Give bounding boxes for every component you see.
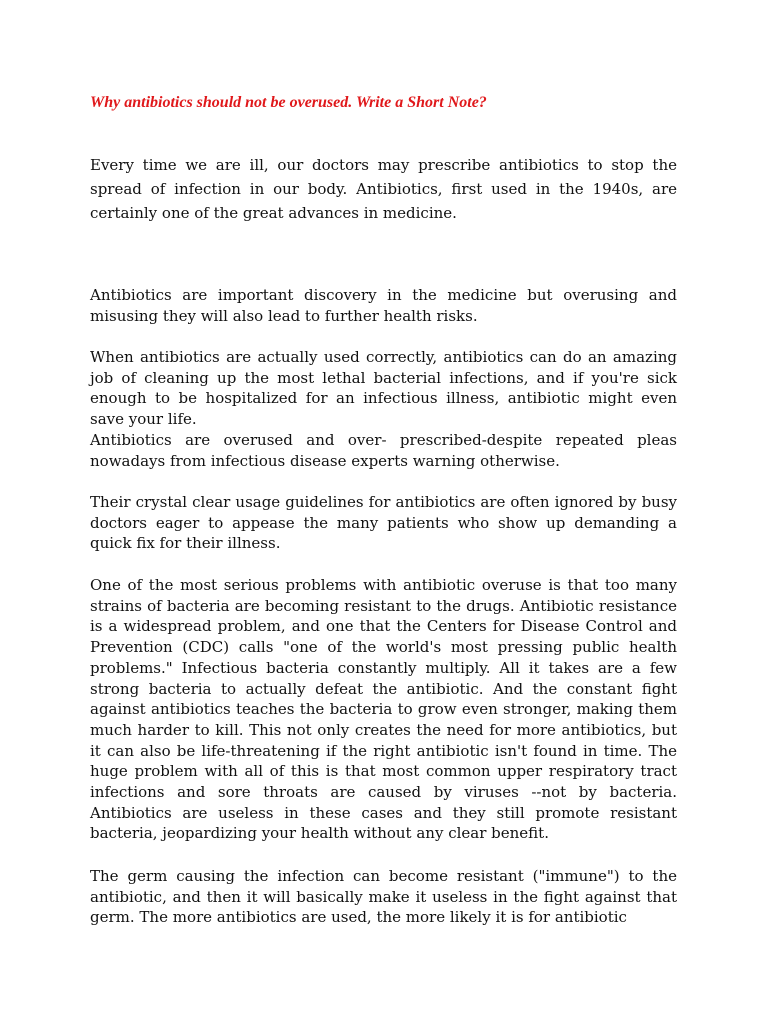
paragraph-1: Antibiotics are important discovery in the medicine but overusing and misusing they will also lead to further health risks. [90,286,677,325]
document-title: Why antibiotics should not be overused. Write a Short Note? [90,94,487,111]
paragraph-2: When antibiotics are actually used correctly, antibiotics can do an amazing job of cleaning up the most lethal bacterial infections, and if you're sick enough to be hospitalized for an infectious illness, antibiotic might even save your life. [90,348,677,429]
paragraph-6: The germ causing the infection can become resistant ("immune") to the antibiotic, and then it will basically make it useless in the fight against that germ. The more antibiotics are used, the more likely it is for antibiotic [90,867,677,927]
paragraph-4: Their crystal clear usage guidelines for antibiotics are often ignored by busy doctors eager to appease the many patients who show up demanding a quick fix for their illness. [90,493,677,553]
intro-paragraph: Every time we are ill, our doctors may prescribe antibiotics to stop the spread of infection in our body. Antibiotics, first used in the 1940s, are certainly one of the great advances in medicine. [90,156,677,222]
paragraph-5: One of the most serious problems with antibiotic overuse is that too many strains of bacteria are becoming resistant to the drugs. Antibiotic resistance is a widespread problem, and one that the Centers for Disease Control and Prevention (CDC) calls "one of the world's most pressing public health problems." Infectious bacteria constantly multiply. All it takes are a few strong bacteria to actually defeat the antibiotic. And the constant fight against antibiotics teaches the bacteria to grow even stronger, making them much harder to kill. This not only creates the need for more antibiotics, but it can also be life-threatening if the right antibiotic isn't found in time. The huge problem with all of this is that most common upper respiratory tract infections and sore throats are caused by viruses --not by bacteria. Antibiotics are useless in these cases and they still promote resistant bacteria, jeopardizing your health without any clear benefit. [90,576,677,843]
paragraph-3: Antibiotics are overused and over- prescribed-despite repeated pleas nowadays from infectious disease experts warning otherwise. [90,431,677,470]
